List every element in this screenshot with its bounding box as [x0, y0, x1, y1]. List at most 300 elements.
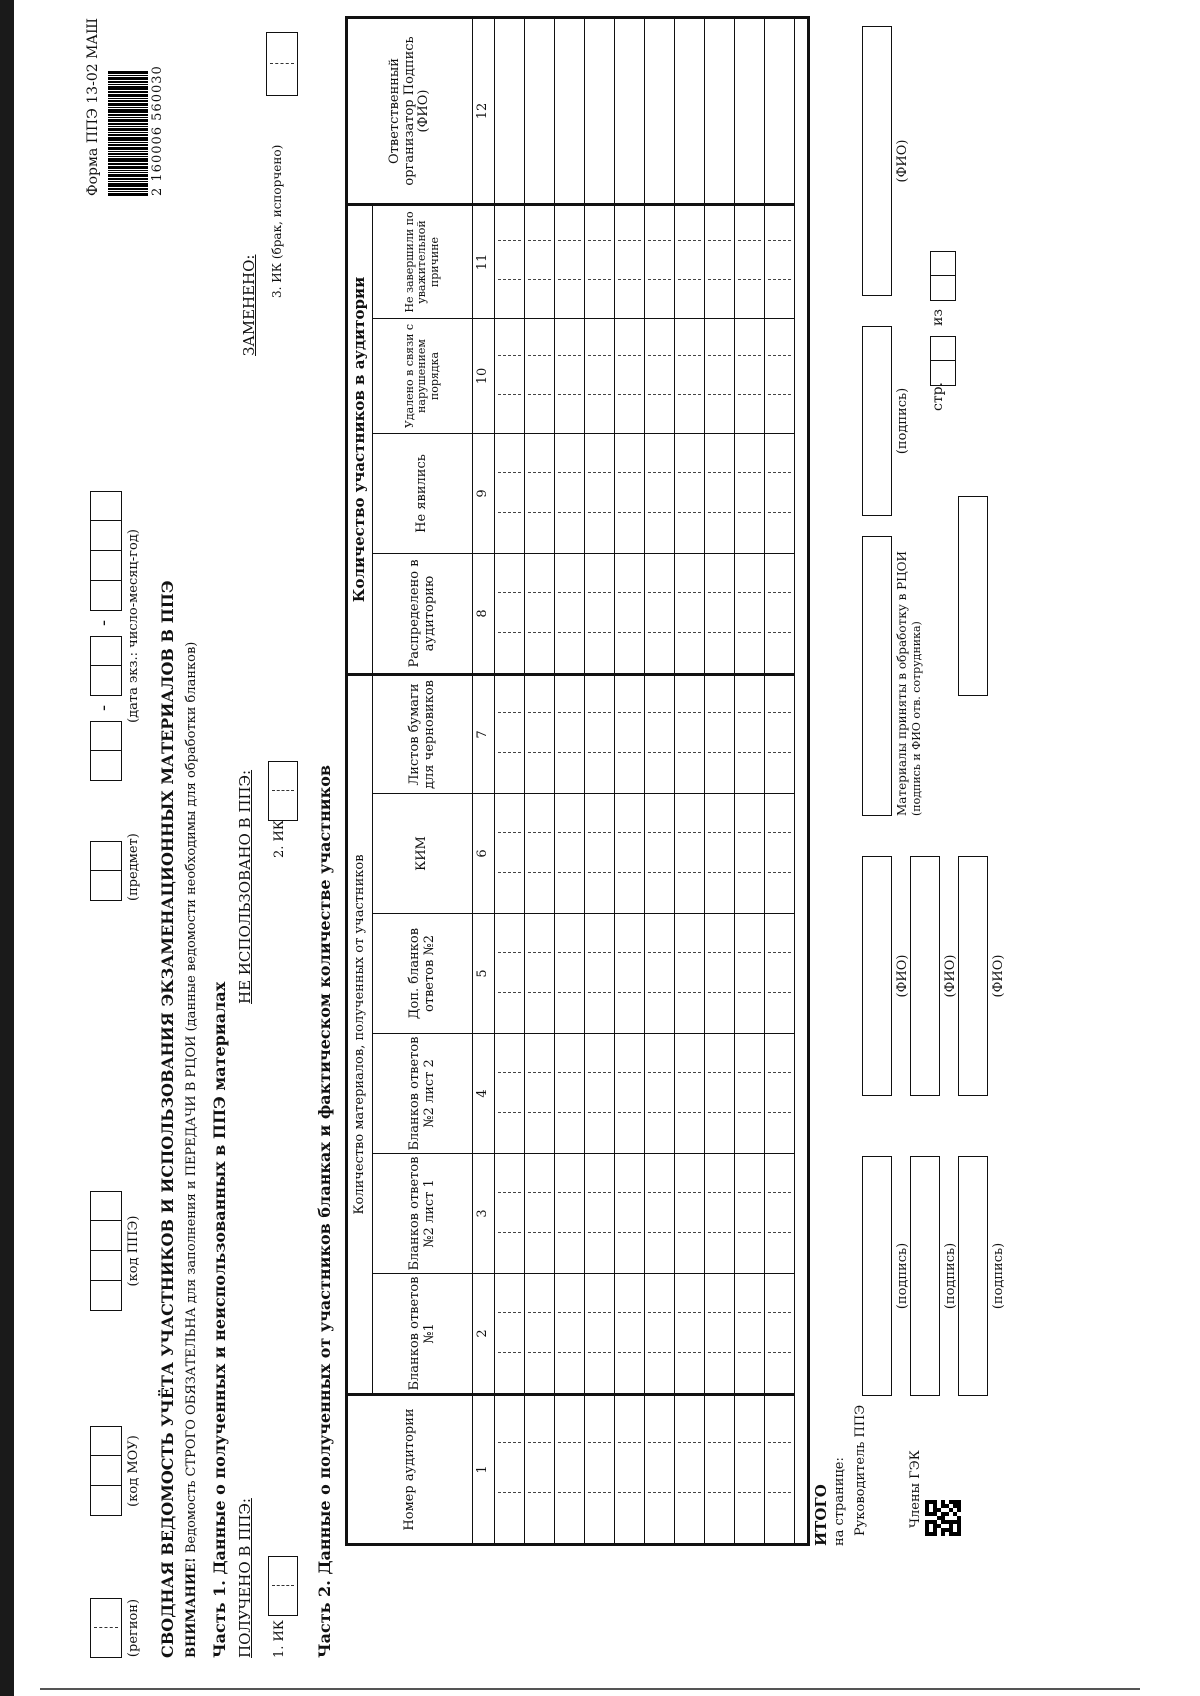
digit-divider [648, 1442, 671, 1443]
digit-divider [738, 952, 761, 953]
digit-divider [708, 752, 731, 753]
digit-divider [708, 1492, 731, 1493]
table-cell[interactable] [585, 1033, 615, 1153]
table-cell[interactable] [585, 553, 615, 673]
table-cell[interactable] [705, 318, 735, 433]
member2-signature-field[interactable] [958, 1156, 988, 1396]
table-cell[interactable] [495, 1273, 525, 1393]
digit-divider [618, 240, 641, 241]
table-cell[interactable] [735, 1153, 765, 1273]
digit-divider [588, 872, 611, 873]
table-cell[interactable] [765, 793, 795, 913]
digit-divider [678, 1232, 701, 1233]
rcoi-signature2-field[interactable] [862, 326, 892, 516]
table-cell[interactable] [645, 318, 675, 433]
table-cell[interactable] [525, 1273, 555, 1393]
table-cell[interactable] [735, 433, 765, 553]
table-cell[interactable] [585, 673, 615, 793]
table-cell[interactable] [645, 913, 675, 1033]
table-cell[interactable] [645, 793, 675, 913]
table-cell[interactable] [675, 19, 705, 203]
digit-divider [738, 592, 761, 593]
digit-divider [648, 952, 671, 953]
digit-divider [648, 279, 671, 280]
table-cell[interactable] [645, 19, 675, 203]
digit-divider [618, 952, 641, 953]
subject-field[interactable] [90, 841, 122, 901]
digit-divider [528, 240, 551, 241]
digit-divider [678, 632, 701, 633]
digit-divider [588, 240, 611, 241]
qr-module [957, 1524, 961, 1528]
digit-divider [708, 1072, 731, 1073]
table-cell[interactable] [585, 19, 615, 203]
digit-divider [588, 1442, 611, 1443]
digit-divider [588, 1072, 611, 1073]
qr-module [957, 1500, 961, 1504]
table-cell[interactable] [555, 553, 585, 673]
table-cell[interactable] [735, 1273, 765, 1393]
members-label: Члены ГЭК [908, 1450, 923, 1528]
table-cell[interactable] [585, 1393, 615, 1543]
table-cell[interactable] [765, 203, 795, 318]
digit-divider [708, 832, 731, 833]
table-cell[interactable] [525, 1033, 555, 1153]
digit-divider [708, 355, 731, 356]
table-cell[interactable] [735, 19, 765, 203]
table-cell[interactable] [765, 1393, 795, 1543]
table-cell[interactable] [705, 433, 735, 553]
table-cell[interactable] [525, 553, 555, 673]
table-cell[interactable] [765, 1153, 795, 1273]
table-cell[interactable] [765, 433, 795, 553]
digit-divider [678, 512, 701, 513]
digit-divider [708, 632, 731, 633]
date-caption: (дата экз.: число-месяц-год) [126, 529, 141, 723]
table-cell[interactable] [495, 203, 525, 318]
table-cell[interactable] [615, 1033, 645, 1153]
digit-divider [588, 712, 611, 713]
table-cell[interactable] [585, 203, 615, 318]
digit-divider [528, 632, 551, 633]
table-cell[interactable] [495, 1153, 525, 1273]
digit-divider [588, 355, 611, 356]
date-year-field[interactable] [90, 491, 122, 611]
digit-divider [558, 712, 581, 713]
table-cell[interactable] [765, 1033, 795, 1153]
table-cell[interactable] [585, 793, 615, 913]
table-cell[interactable] [675, 1033, 705, 1153]
digit-divider [528, 1072, 551, 1073]
digit-divider [588, 472, 611, 473]
digit-divider [498, 592, 521, 593]
table-cell[interactable] [765, 318, 795, 433]
table-cell[interactable] [765, 553, 795, 673]
digit-divider [588, 632, 611, 633]
head-label: Руководитель ППЭ [853, 1404, 868, 1536]
table-cell[interactable] [495, 318, 525, 433]
digit-divider [498, 1312, 521, 1313]
member2-fio-field[interactable] [958, 856, 988, 1096]
table-cell[interactable] [675, 1273, 705, 1393]
table-cell[interactable] [495, 1393, 525, 1543]
digit-divider [498, 1232, 521, 1233]
table-cell[interactable] [555, 203, 585, 318]
digit-divider [558, 279, 581, 280]
digit-divider [768, 512, 791, 513]
table-cell[interactable] [735, 203, 765, 318]
table-cell[interactable] [555, 1393, 585, 1543]
digit-divider [498, 512, 521, 513]
region-field[interactable] [90, 1598, 122, 1658]
digit-divider [498, 1112, 521, 1113]
ppe-caption: (код ППЭ) [126, 1215, 141, 1287]
member1-signature-field[interactable] [910, 1156, 940, 1396]
table-cell[interactable] [525, 1393, 555, 1543]
table-cell[interactable] [675, 1393, 705, 1543]
digit-divider [528, 1112, 551, 1113]
table-cell[interactable] [585, 1273, 615, 1393]
col-header-4: Бланков ответов №2 лист 2 [373, 1033, 473, 1153]
digit-divider [708, 512, 731, 513]
digit-divider [678, 992, 701, 993]
digit-divider [708, 1312, 731, 1313]
qr-module [957, 1532, 961, 1536]
digit-divider [708, 992, 731, 993]
col-num-4: 4 [473, 1033, 495, 1153]
table-cell[interactable] [585, 1153, 615, 1273]
table-cell[interactable] [705, 1153, 735, 1273]
digit-divider [648, 1312, 671, 1313]
member2-fio-caption: (ФИО) [991, 954, 1006, 998]
table-cell[interactable] [495, 673, 525, 793]
digit-divider [708, 1192, 731, 1193]
digit-divider [738, 1072, 761, 1073]
table-cell[interactable] [675, 203, 705, 318]
ik1-field[interactable] [268, 1556, 298, 1616]
digit-divider [498, 712, 521, 713]
table-cell[interactable] [645, 1153, 675, 1273]
digit-divider [768, 279, 791, 280]
table-cell[interactable] [645, 203, 675, 318]
digit-divider [588, 1112, 611, 1113]
head-fio-field[interactable] [862, 856, 892, 1096]
rcoi-fio-caption: (ФИО) [895, 139, 910, 183]
table-cell[interactable] [555, 793, 585, 913]
table-cell[interactable] [735, 1033, 765, 1153]
table-cell[interactable] [675, 793, 705, 913]
digit-divider [558, 752, 581, 753]
digit-divider [648, 1112, 671, 1113]
table-cell[interactable] [615, 1393, 645, 1543]
participants-table [345, 16, 810, 1546]
digit-divider [558, 1492, 581, 1493]
table-cell[interactable] [615, 203, 645, 318]
digit-divider [738, 279, 761, 280]
digit-divider [738, 1192, 761, 1193]
digit-divider [678, 1192, 701, 1193]
digit-divider [498, 279, 521, 280]
col-num-3: 3 [473, 1153, 495, 1273]
table-cell[interactable] [555, 913, 585, 1033]
digit-divider [618, 1072, 641, 1073]
col-header-6: КИМ [373, 793, 473, 913]
table-cell[interactable] [555, 1273, 585, 1393]
digit-divider [768, 952, 791, 953]
table-cell[interactable] [525, 19, 555, 203]
col-num-10: 10 [473, 318, 495, 433]
page-total-field[interactable] [930, 251, 956, 301]
received-label: ПОЛУЧЕНО В ППЭ: [236, 1498, 254, 1658]
digit-divider [498, 1192, 521, 1193]
member2-signature-caption: (подпись) [991, 1242, 1006, 1310]
ik2-field[interactable] [268, 761, 298, 821]
table-cell[interactable] [765, 19, 795, 203]
table-cell[interactable] [705, 203, 735, 318]
table-cell[interactable] [735, 913, 765, 1033]
digit-divider [738, 1112, 761, 1113]
table-cell[interactable] [585, 913, 615, 1033]
table-cell[interactable] [555, 19, 585, 203]
qr-module [957, 1528, 961, 1532]
table-cell[interactable] [495, 1033, 525, 1153]
date-day-field[interactable] [90, 721, 122, 781]
digit-divider [678, 752, 701, 753]
table-cell[interactable] [555, 673, 585, 793]
digit-divider [588, 952, 611, 953]
table-cell[interactable] [675, 318, 705, 433]
table-cell[interactable] [495, 433, 525, 553]
rcoi-extra-field[interactable] [958, 496, 988, 696]
digit-divider [558, 992, 581, 993]
table-cell[interactable] [615, 318, 645, 433]
digit-divider [768, 712, 791, 713]
digit-divider [738, 832, 761, 833]
table-cell[interactable] [645, 553, 675, 673]
digit-divider [768, 472, 791, 473]
ik3-field[interactable] [266, 32, 298, 96]
digit-divider [738, 355, 761, 356]
digit-divider [588, 1492, 611, 1493]
col-num-9: 9 [473, 433, 495, 553]
col-num-6: 6 [473, 793, 495, 913]
digit-divider [768, 1192, 791, 1193]
digit-divider [528, 355, 551, 356]
digit-divider [528, 712, 551, 713]
digit-divider [528, 279, 551, 280]
table-cell[interactable] [615, 913, 645, 1033]
digit-divider [528, 1192, 551, 1193]
digit-divider [648, 394, 671, 395]
digit-divider [558, 872, 581, 873]
table-cell[interactable] [675, 553, 705, 673]
table-cell[interactable] [495, 19, 525, 203]
rcoi-fio-field[interactable] [862, 26, 892, 296]
table-cell[interactable] [705, 1393, 735, 1543]
ik1-label: 1. ИК [272, 1620, 287, 1658]
table-cell[interactable] [645, 1393, 675, 1543]
table-cell[interactable] [525, 1153, 555, 1273]
table-cell[interactable] [675, 673, 705, 793]
table-cell[interactable] [765, 913, 795, 1033]
col-header-10: Удалено в связи с нарушением порядка [373, 318, 473, 433]
table-cell[interactable] [675, 1153, 705, 1273]
rcoi-label: Материалы приняты в обработку в РЦОИ [895, 551, 909, 816]
table-cell[interactable] [675, 913, 705, 1033]
ppe-field[interactable] [90, 1191, 122, 1311]
table-cell[interactable] [765, 1273, 795, 1393]
digit-divider [768, 1442, 791, 1443]
digit-divider [498, 472, 521, 473]
table-cell[interactable] [525, 318, 555, 433]
table-cell[interactable] [765, 673, 795, 793]
digit-divider [708, 472, 731, 473]
table-cell[interactable] [495, 793, 525, 913]
table-cell[interactable] [705, 673, 735, 793]
table-cell[interactable] [645, 1273, 675, 1393]
table-cell[interactable] [705, 913, 735, 1033]
page-label: стр. [930, 382, 946, 411]
table-cell[interactable] [735, 673, 765, 793]
digit-divider [678, 832, 701, 833]
digit-divider [558, 472, 581, 473]
digit-divider [498, 632, 521, 633]
digit-divider [678, 1352, 701, 1353]
member1-fio-field[interactable] [910, 856, 940, 1096]
digit-divider [498, 992, 521, 993]
date-month-field[interactable] [90, 636, 122, 696]
col-header-2: Бланков ответов №1 [373, 1273, 473, 1393]
digit-divider [738, 1232, 761, 1233]
table-cell[interactable] [645, 433, 675, 553]
table-cell[interactable] [645, 1033, 675, 1153]
digit-divider [498, 752, 521, 753]
digit-divider [498, 952, 521, 953]
table-cell[interactable] [585, 318, 615, 433]
digit-divider [648, 752, 671, 753]
qr-code-image [925, 1500, 961, 1536]
table-cell[interactable] [675, 433, 705, 553]
table-cell[interactable] [735, 318, 765, 433]
head-fio-caption: (ФИО) [895, 954, 910, 998]
table-cell[interactable] [525, 793, 555, 913]
digit-divider [618, 279, 641, 280]
digit-divider [768, 632, 791, 633]
digit-divider [588, 512, 611, 513]
col-header-5: Доп. бланков ответов №2 [373, 913, 473, 1033]
table-cell[interactable] [585, 433, 615, 553]
digit-divider [768, 1072, 791, 1073]
digit-divider [618, 512, 641, 513]
table-cell[interactable] [615, 19, 645, 203]
digit-divider [648, 240, 671, 241]
table-cell[interactable] [525, 433, 555, 553]
table-cell[interactable] [615, 673, 645, 793]
attention-text: Ведомость СТРОГО ОБЯЗАТЕЛЬНА для заполнения и ПЕРЕДАЧИ В РЦОИ (данные ведомости необходимы для обработки бланков) [184, 641, 199, 1554]
digit-divider [768, 355, 791, 356]
col-header-8: Распределено в аудиторию [373, 553, 473, 673]
digit-divider [648, 592, 671, 593]
table-cell[interactable] [555, 433, 585, 553]
digit-divider [768, 752, 791, 753]
table-cell[interactable] [705, 19, 735, 203]
table-cell[interactable] [645, 673, 675, 793]
col-num-1: 1 [473, 1393, 495, 1543]
digit-divider [498, 1072, 521, 1073]
mou-field[interactable] [90, 1426, 122, 1516]
col-header-12: Ответственный организатор Подпись (ФИО) [348, 19, 473, 203]
digit-divider [738, 1442, 761, 1443]
part2-title: Часть 2. Данные о полученных от участников бланках и фактическом количестве участников [315, 764, 334, 1658]
digit-divider [528, 752, 551, 753]
table-cell[interactable] [525, 673, 555, 793]
rcoi-signature-field[interactable] [862, 536, 892, 816]
digit-divider [618, 1192, 641, 1193]
attention-line [184, 642, 199, 1658]
digit-divider [648, 472, 671, 473]
digit-divider [678, 240, 701, 241]
table-cell[interactable] [555, 318, 585, 433]
digit-divider [738, 752, 761, 753]
head-signature-field[interactable] [862, 1156, 892, 1396]
table-cell[interactable] [495, 553, 525, 673]
table-cell[interactable] [735, 553, 765, 673]
table-cell[interactable] [615, 1273, 645, 1393]
digit-divider [618, 712, 641, 713]
table-cell[interactable] [735, 793, 765, 913]
digit-divider [768, 1112, 791, 1113]
digit-divider [618, 992, 641, 993]
digit-divider [588, 394, 611, 395]
table-cell[interactable] [525, 913, 555, 1033]
col-header-9: Не явились [373, 433, 473, 553]
table-cell[interactable] [525, 203, 555, 318]
table-cell[interactable] [555, 1153, 585, 1273]
page-number-field[interactable] [930, 336, 956, 386]
digit-divider [648, 872, 671, 873]
digit-divider [528, 1232, 551, 1233]
table-cell[interactable] [615, 553, 645, 673]
digit-divider [528, 992, 551, 993]
table-cell[interactable] [705, 793, 735, 913]
digit-divider [588, 1192, 611, 1193]
digit-divider [738, 1492, 761, 1493]
digit-divider [528, 1442, 551, 1443]
table-cell[interactable] [705, 1273, 735, 1393]
table-body [495, 19, 807, 1543]
digit-divider [768, 1232, 791, 1233]
table-cell[interactable] [615, 793, 645, 913]
digit-divider [678, 355, 701, 356]
region-caption: (регион) [126, 1598, 141, 1658]
form-title: СВОДНАЯ ВЕДОМОСТЬ УЧЁТА УЧАСТНИКОВ И ИСПОЛЬЗОВАНИЯ ЭКЗАМЕНАЦИОННЫХ МАТЕРИАЛОВ В ППЭ [158, 580, 177, 1658]
digit-divider [498, 832, 521, 833]
digit-divider [678, 472, 701, 473]
digit-divider [678, 872, 701, 873]
table-cell[interactable] [495, 913, 525, 1033]
digit-divider [558, 394, 581, 395]
table-cell[interactable] [615, 433, 645, 553]
table-cell[interactable] [705, 553, 735, 673]
digit-divider [738, 632, 761, 633]
table-cell[interactable] [615, 1153, 645, 1273]
of-label: из [930, 309, 946, 326]
table-cell[interactable] [555, 1033, 585, 1153]
table-cell[interactable] [705, 1033, 735, 1153]
digit-divider [708, 1442, 731, 1443]
digit-divider [618, 394, 641, 395]
table-cell[interactable] [735, 1393, 765, 1543]
